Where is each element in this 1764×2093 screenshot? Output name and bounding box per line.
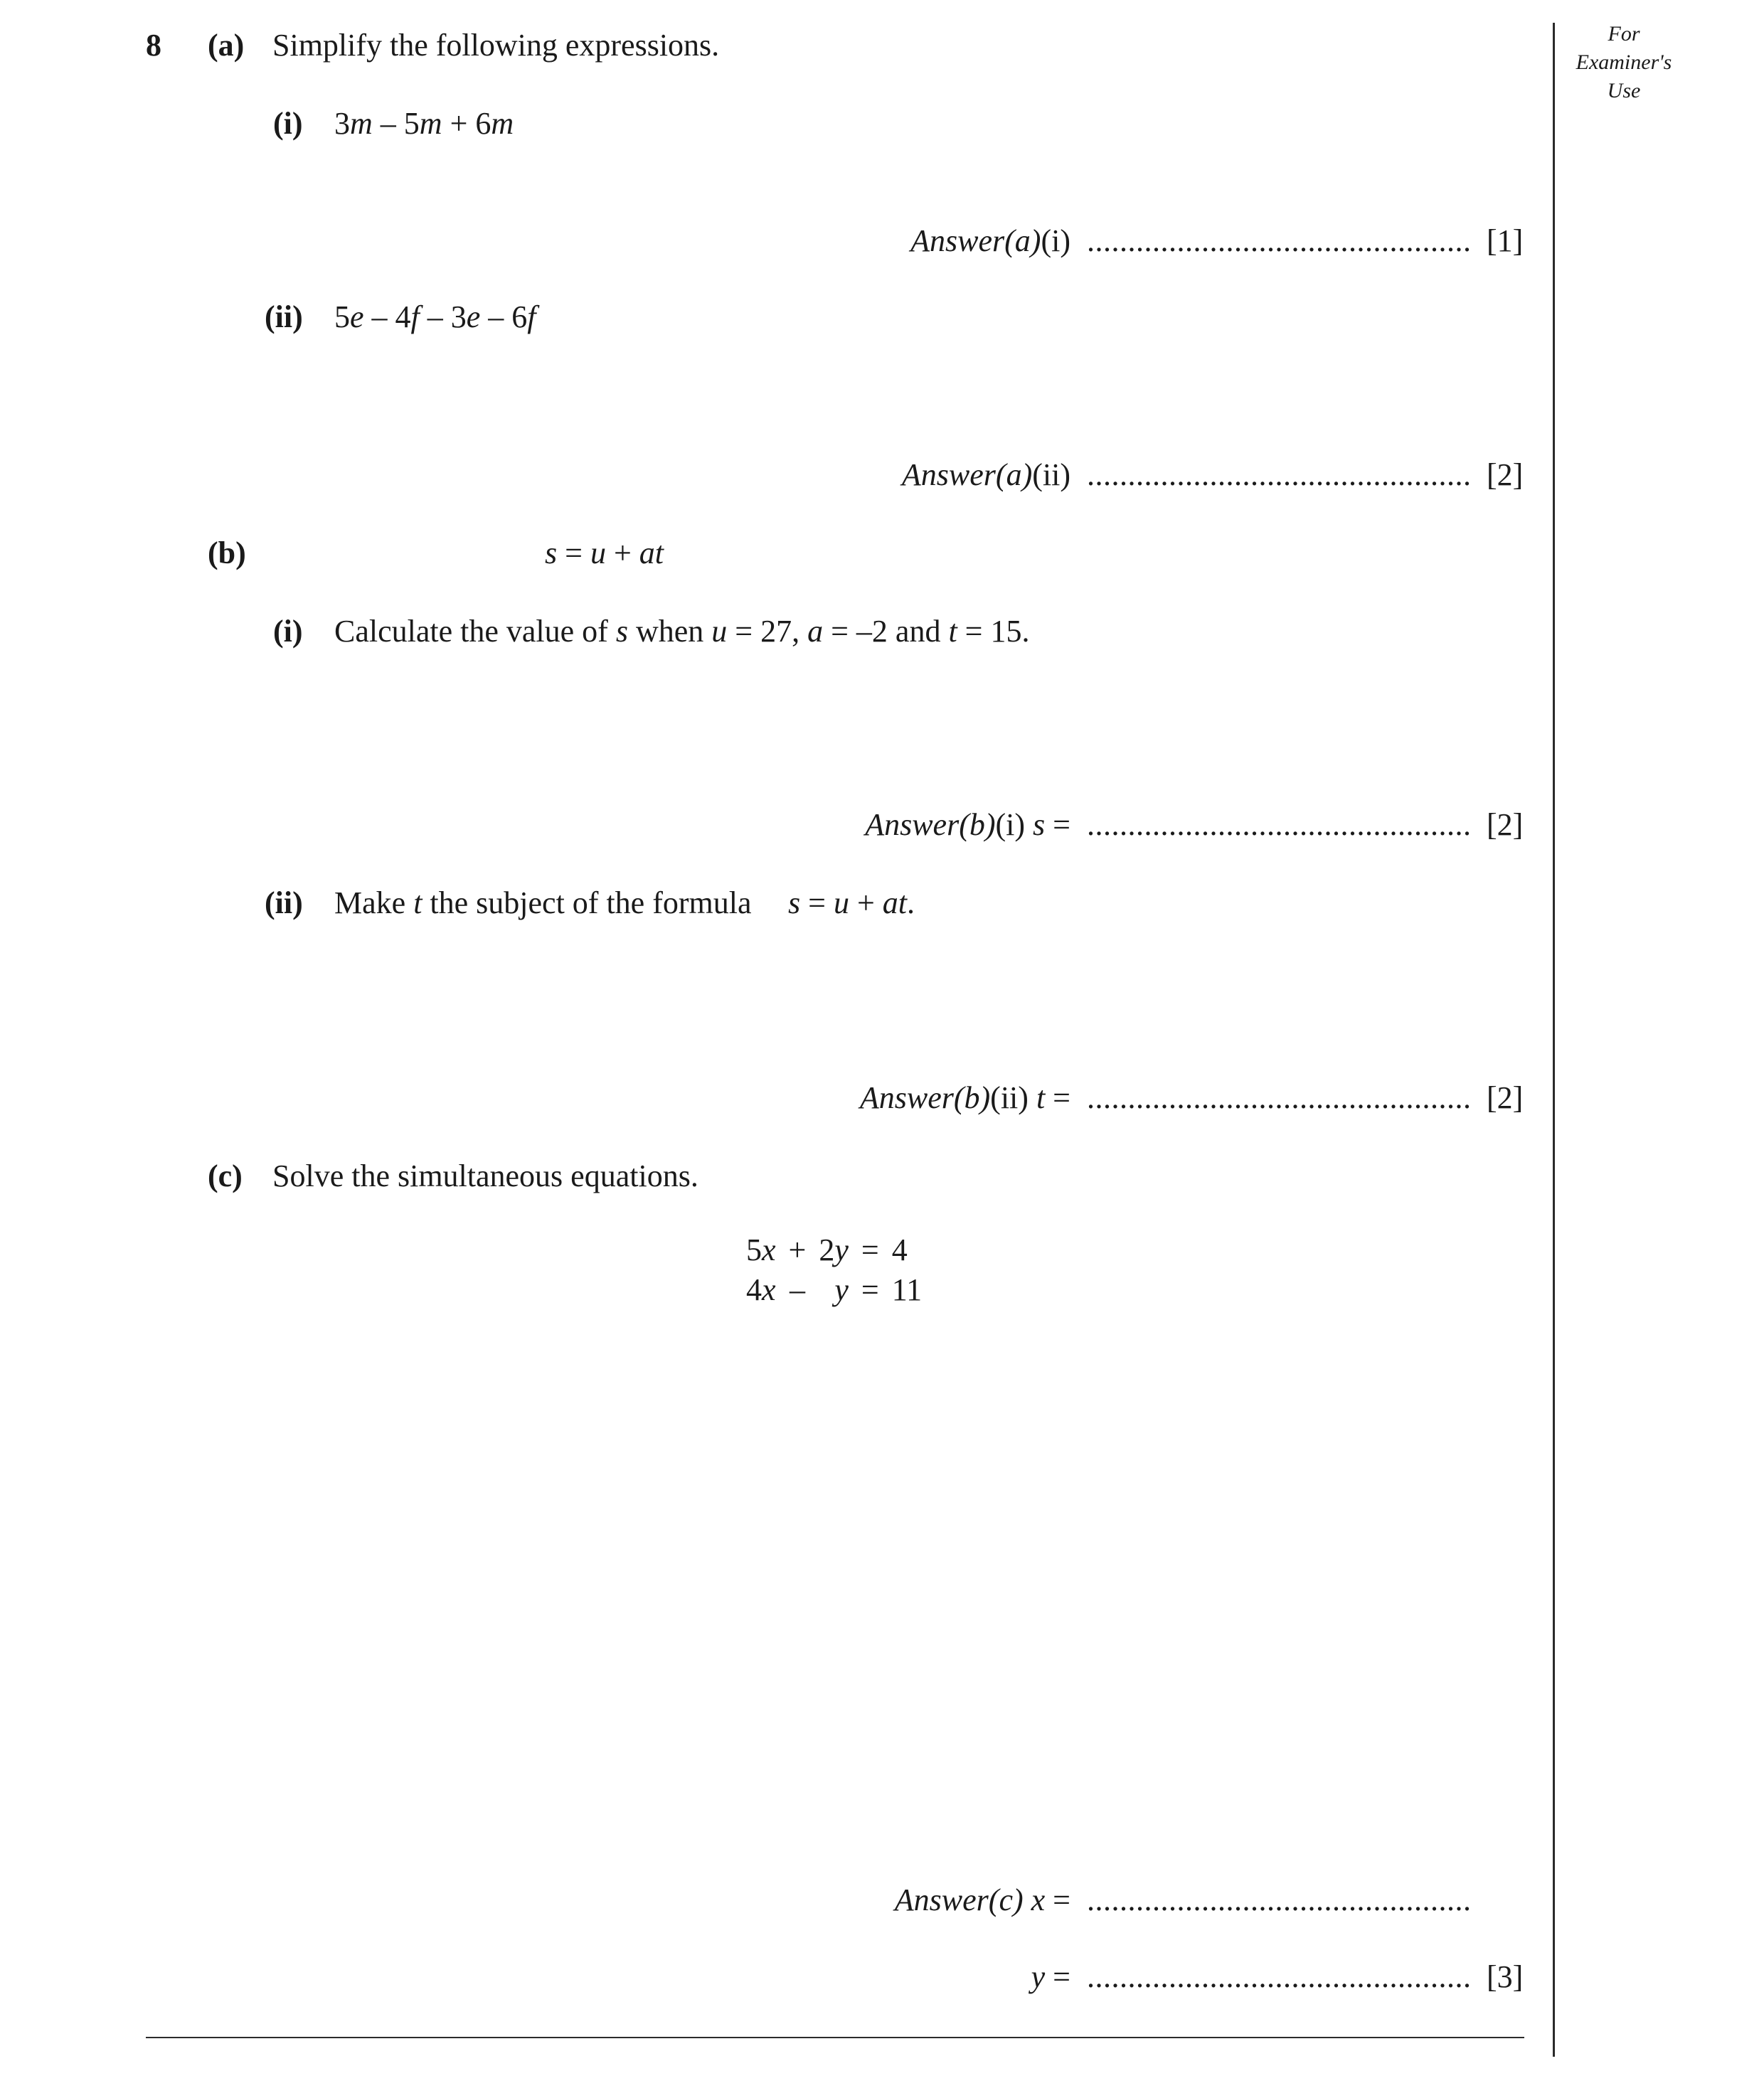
coef: 2 xyxy=(819,1232,835,1267)
text-run: Calculate the value of xyxy=(334,614,616,649)
eq1-term-x xyxy=(740,1230,782,1270)
answer-eq: = xyxy=(1045,1959,1070,1994)
eq2-term-y: y xyxy=(834,1272,849,1307)
examiner-use-box xyxy=(1556,20,1691,105)
eq1-equals: = xyxy=(861,1232,879,1267)
answer-var: s xyxy=(1033,807,1046,842)
answer-b-i-line[interactable]: ............................................... xyxy=(1087,809,1471,841)
formula-var: at xyxy=(882,885,908,920)
page-bottom-rule xyxy=(146,2037,1524,2038)
eq2-term-x xyxy=(740,1270,782,1310)
simultaneous-equations xyxy=(740,1230,928,1310)
part-c-label: (c) xyxy=(208,1159,243,1193)
expr-term: – 5 xyxy=(372,106,420,141)
mark-a-i: [1] xyxy=(1487,223,1524,258)
part-a-i-label: (i) xyxy=(273,106,303,141)
var: x xyxy=(762,1272,776,1307)
answer-sub: (i) xyxy=(1041,223,1070,258)
expr-term: – 4 xyxy=(363,299,411,334)
text-var: t xyxy=(948,614,957,649)
answer-b-ii-line[interactable]: ............................................... xyxy=(1087,1082,1471,1114)
expr-var: e xyxy=(466,299,481,334)
mark-b-ii: [2] xyxy=(1487,1080,1524,1115)
part-c-instruction: Solve the simultaneous equations. xyxy=(272,1159,698,1193)
expr-term: – 6 xyxy=(480,299,528,334)
examiner-line-1: For xyxy=(1608,22,1640,46)
answer-eq: = xyxy=(1045,807,1070,842)
eq1-op: + xyxy=(788,1232,807,1267)
formula-op: = xyxy=(800,885,834,920)
text-run: = 15. xyxy=(957,614,1030,649)
answer-ref: Answer(b) xyxy=(865,807,996,842)
formula-var: u xyxy=(833,885,849,920)
part-a-label: (a) xyxy=(208,28,245,63)
text-run: = –2 and xyxy=(823,614,949,649)
text-run: when xyxy=(627,614,712,649)
formula-var: at xyxy=(639,536,664,570)
text-var: t xyxy=(413,885,423,920)
answer-var: t xyxy=(1036,1080,1046,1115)
examiner-line-3: Use xyxy=(1607,79,1641,102)
formula-op: = xyxy=(557,536,590,570)
part-a-instruction: Simplify the following expressions. xyxy=(272,28,720,63)
expr-var: f xyxy=(527,299,536,334)
answer-sub: (ii) xyxy=(1032,457,1070,492)
answer-a-i-label xyxy=(910,225,1070,257)
eq2-rhs: 11 xyxy=(891,1272,923,1307)
expr-var: e xyxy=(350,299,364,334)
answer-ref: Answer(b) xyxy=(859,1080,991,1115)
answer-ref: Answer(a) xyxy=(910,223,1041,258)
expr-term: – 3 xyxy=(419,299,467,334)
answer-b-i-label xyxy=(865,809,1070,841)
formula-var: u xyxy=(590,536,606,570)
text-var: u xyxy=(711,614,728,649)
mark-a-ii: [2] xyxy=(1487,457,1524,492)
formula-var: s xyxy=(545,536,558,570)
answer-eq: = xyxy=(1045,1080,1070,1115)
expr-var: f xyxy=(410,299,420,334)
equation-1 xyxy=(740,1230,928,1270)
part-b-label: (b) xyxy=(208,536,246,570)
text-run: Make xyxy=(334,885,414,920)
coef: 5 xyxy=(746,1232,762,1267)
expr-term: + 6 xyxy=(442,106,492,141)
formula-op: + xyxy=(605,536,639,570)
part-b-i-text xyxy=(334,616,1030,647)
eq2-equals: = xyxy=(861,1272,879,1307)
answer-sub: (ii) xyxy=(990,1080,1036,1115)
text-run: the subject of the formula xyxy=(422,885,752,920)
equation-2 xyxy=(740,1270,928,1310)
part-b-ii-formula xyxy=(788,885,915,920)
var: x xyxy=(762,1232,776,1267)
expr-var: m xyxy=(491,106,514,141)
eq2-op: – xyxy=(789,1272,805,1307)
answer-a-ii-label xyxy=(902,459,1070,491)
mark-b-i: [2] xyxy=(1487,807,1524,842)
examiner-column-divider xyxy=(1553,23,1555,2057)
formula-op: . xyxy=(907,885,915,920)
formula-var: s xyxy=(788,885,801,920)
part-b-ii-text xyxy=(334,885,752,920)
answer-c-y-label xyxy=(1031,1961,1070,1993)
text-var: a xyxy=(807,614,824,649)
part-a-ii-label: (ii) xyxy=(265,299,303,334)
answer-a-ii-line[interactable]: ............................................... xyxy=(1087,459,1471,491)
coef: 4 xyxy=(746,1272,762,1307)
formula-op: + xyxy=(849,885,883,920)
expr-var: m xyxy=(419,106,442,141)
expr-term: 3 xyxy=(334,106,350,141)
answer-b-ii-label xyxy=(860,1082,1070,1114)
answer-ref: Answer(c) xyxy=(894,1882,1031,1917)
text-var: s xyxy=(615,614,628,649)
part-b-formula xyxy=(545,538,664,569)
answer-sub: (i) xyxy=(995,807,1034,842)
examiner-line-2: Examiner's xyxy=(1576,50,1672,74)
text-run: = 27, xyxy=(727,614,808,649)
expr-term: 5 xyxy=(334,299,350,334)
mark-c: [3] xyxy=(1487,1959,1524,1994)
expr-var: m xyxy=(350,106,373,141)
answer-var: x xyxy=(1031,1882,1046,1917)
answer-c-y-line[interactable]: ............................................... xyxy=(1087,1961,1471,1993)
eq1-term-y xyxy=(812,1230,855,1270)
answer-var: y xyxy=(1031,1959,1046,1994)
answer-c-x-line[interactable]: ............................................... xyxy=(1087,1885,1471,1916)
answer-ref: Answer(a) xyxy=(901,457,1033,492)
part-a-ii-expression xyxy=(334,299,536,334)
eq1-rhs: 4 xyxy=(891,1232,908,1267)
part-b-ii-label: (ii) xyxy=(265,885,303,920)
answer-c-x-label xyxy=(894,1882,1070,1917)
answer-eq: = xyxy=(1045,1882,1070,1917)
part-a-i-expression xyxy=(334,108,514,139)
var: y xyxy=(834,1232,849,1267)
part-b-i-label: (i) xyxy=(273,614,303,649)
answer-a-i-line[interactable]: ............................................... xyxy=(1087,225,1471,257)
question-number: 8 xyxy=(146,28,161,63)
